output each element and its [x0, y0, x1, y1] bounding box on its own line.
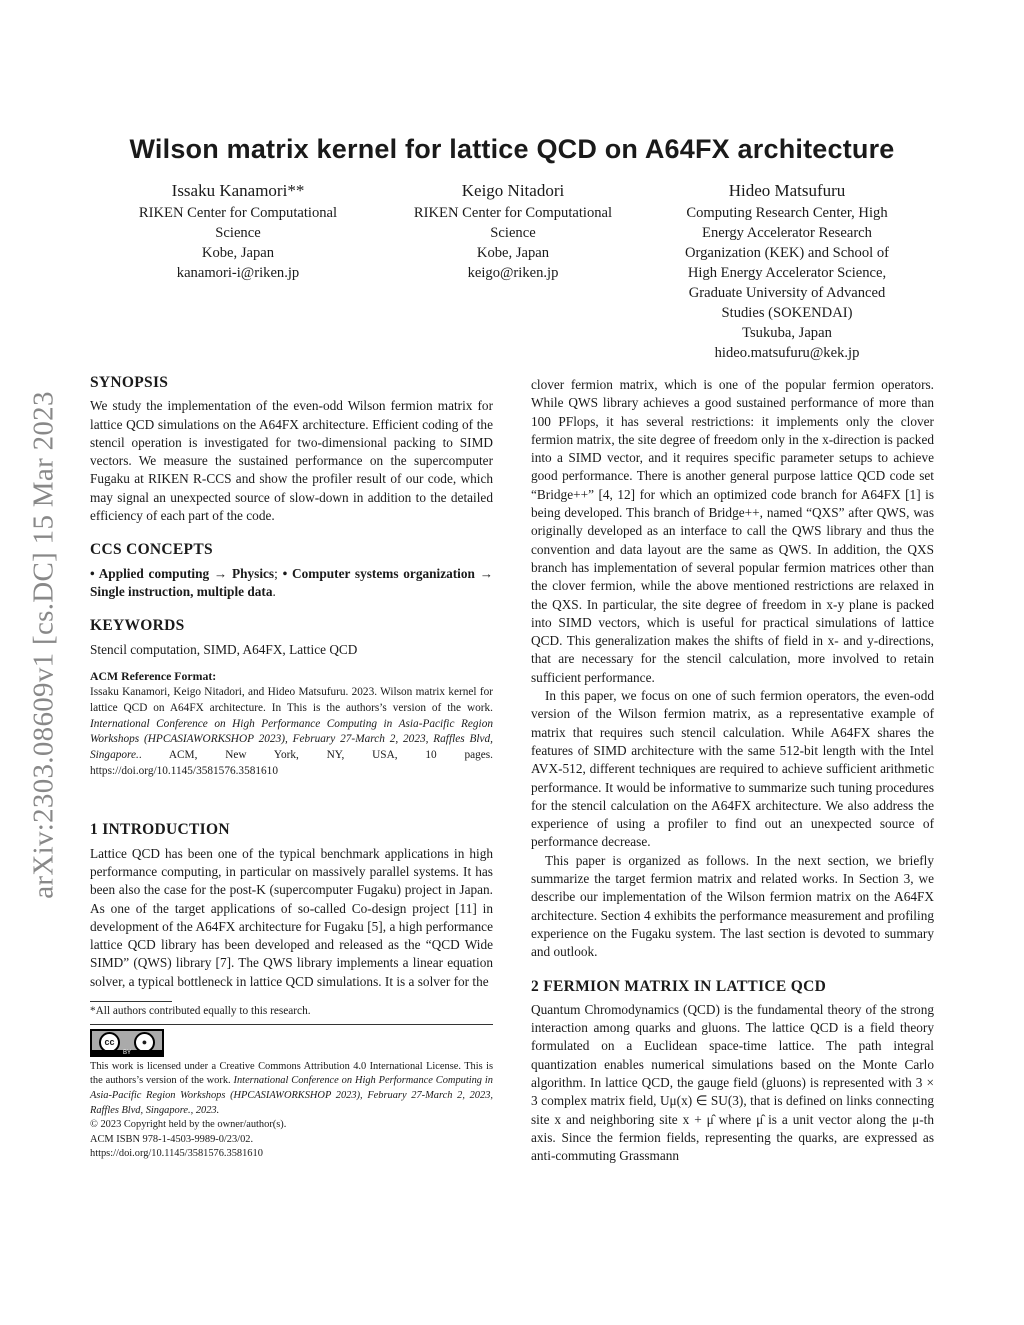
footnote-rule: [90, 1001, 172, 1002]
author-email: kanamori-i@riken.jp: [176, 265, 300, 281]
cc-by-logo: [90, 1029, 164, 1057]
body-paragraph: This paper is organized as follows. In the next section, we briefly summarize the target fermion matrix and related works. In Section 3, we describe our implementation of the Wilson fermion matrix on the A64FX architecture. Section 4 exhibits the performance measurement and profiling experience on the Fugaku system. The last section is devoted to summary and outlook.: [531, 852, 934, 960]
author-name: Issaku Kanamori**: [171, 181, 305, 200]
affiliation-line: RIKEN Center for Computational: [413, 205, 613, 221]
reference-text: . ACM, New York, NY, USA, 10 pages. https://doi.org/10.1145/3581576.3581610: [90, 748, 493, 777]
paper-title: Wilson matrix kernel for lattice QCD on A64FX architecture: [129, 134, 895, 164]
ccs-item: • Applied computing → Physics: [90, 565, 275, 581]
license-statement: This work is licensed under a Creative Commons Attribution 4.0 International License. This is the authors’s version of the work.: [90, 1060, 493, 1087]
affiliation-line: Computing Research Center, High: [686, 205, 888, 221]
acm-reference-text: [90, 685, 493, 779]
attribution-person-icon: ●: [134, 1032, 155, 1053]
ccs-separator: ;: [274, 565, 283, 581]
arxiv-stamp: arXiv:2303.08609v1 [cs.DC] 15 Mar 2023: [27, 391, 60, 899]
affiliation-line: Tsukuba, Japan: [742, 325, 832, 341]
author-block: [108, 180, 368, 283]
author-block: [657, 180, 917, 363]
intro-text: Lattice QCD has been one of the typical benchmark applications in high performance computing, in particular on massively parallel systems. It has been also the case for the post-K (supercomputer Fugaku) project in Japan. As one of the target applications of so-called Co-design project [11] in development of the A64FX architecture for Fugaku [5], a high performance lattice QCD library has been developed and released as the “QCD Wide SIMD” (QWS) library [7]. The QWS library implements a linear equation solver, a typical bottleneck in lattice QCD simulations. It is a solver for the: [90, 845, 493, 989]
affiliation-line: Kobe, Japan: [201, 245, 275, 261]
synopsis-text: We study the implementation of the even-odd Wilson fermion matrix for lattice QCD simulations on the A64FX architecture. Efficient coding of the stencil operation is investigated for two-dimensional packing to SIMD vectors. We measure the sustained performance on the supercomputer Fugaku at RIKEN R-CCS and show the profiler result of our code, which may signal an unexpected source of slow-down in addition to the detailed efficiency of each part of the code.: [90, 398, 493, 524]
section-heading: 2 FERMION MATRIX IN LATTICE QCD: [531, 977, 827, 995]
ccs-end: .: [272, 583, 276, 599]
by-label: BY: [92, 1050, 162, 1057]
doi-link[interactable]: https://doi.org/10.1145/3581576.3581610: [90, 1148, 263, 1160]
affiliation-line: Energy Accelerator Research: [702, 225, 872, 241]
affiliation-line: Organization (KEK) and School of: [685, 245, 889, 261]
section-heading: 1 INTRODUCTION: [90, 821, 230, 839]
section-heading: SYNOPSIS: [90, 374, 169, 391]
affiliation-line: Studies (SOKENDAI): [721, 305, 853, 321]
footnote: *All authors contributed equally to this research.: [90, 1005, 311, 1018]
section-heading: CCS CONCEPTS: [90, 541, 213, 559]
section-heading: KEYWORDS: [90, 617, 185, 635]
reference-venue: International Conference on High Performance Computing in Asia-Pacific Region Workshops (HPCASIAWORKSHOP 2023), February 27-March 2, 2023, Raffles Blvd, Singapore.: [90, 717, 493, 761]
author-email: hideo.matsufuru@kek.jp: [714, 345, 860, 361]
license-venue: International Conference on High Performance Computing in Asia-Pacific Region Workshops (HPCASIAWORKSHOP 2023), February 27-March 2, 2023, Raffles Blvd, Singapore., 2023.: [90, 1075, 493, 1116]
affiliation-line: Kobe, Japan: [476, 245, 550, 261]
right-column: [531, 374, 934, 1165]
affiliation-line: Graduate University of Advanced: [688, 285, 886, 301]
body-paragraph: clover fermion matrix, which is one of the popular fermion operators. While QWS library achieves a good sustained performance of more than 100 PFlops, it has several restrictions: it implements only the clover fermion matrix, the site degree of freedom only in the x-direction is packed into a SIMD vector, and it requires specific parameter setups to achieve good performance. There is another general purpose lattice QCD code set “Bridge++” [4, 12] for which an optimized code branch for A64FX [1] is being developed. This branch of Bridge++, named “QXS” after QWS, was originally developed as an interface to call the QWS library and thus the convention and data layout are the same as QWS. In addition, the QXS branch has implementation of several popular fermion matrices other than the clover fermion, while the above mentioned restrictions are relaxed in the QXS. In particular, the site degree of freedom in x-y plane is packed into SIMD vectors, which is useful for practical simulations of lattice QCD. This generalization makes the shifts of field in x- and y-directions, that are necessary for the stencil calculation, more involved to retain sufficient performance.: [531, 377, 934, 685]
author-name: Keigo Nitadori: [461, 181, 565, 200]
cc-icon: cc: [99, 1032, 120, 1053]
isbn: ACM ISBN 978-1-4503-9989-0/23/02.: [90, 1133, 254, 1145]
affiliation-line: Science: [215, 225, 261, 241]
license-text: [90, 1060, 493, 1118]
body-paragraph: In this paper, we focus on one of such fermion operators, the even-odd version of the Wilson fermion matrix, as a representative example of matrix that requires such stencil calculation. While A64FX shares the features of SIMD architecture with the same 512-bit length with the Intel AVX-512, different techniques are required to achieve sufficient arithmetic performance. It would be informative to summarize such tuning procedures for the stencil calculation on the A64FX architecture. We also address the experience of using a profiler to find out an unexpected source of performance decrease.: [531, 688, 934, 850]
author-email: keigo@riken.jp: [467, 265, 559, 281]
copyright: © 2023 Copyright held by the owner/author(s).: [90, 1119, 287, 1131]
acm-reference-heading: ACM Reference Format:: [90, 668, 217, 683]
affiliation-line: RIKEN Center for Computational: [138, 205, 338, 221]
affiliation-line: High Energy Accelerator Science,: [687, 265, 887, 281]
ccs-item: • Computer systems organization → Single instruction, multiple data: [90, 565, 493, 599]
reference-text: Issaku Kanamori, Keigo Nitadori, and Hideo Matsufuru. 2023. Wilson matrix kernel for lattice QCD on A64FX architecture. In This is the authors’s version of the work.: [90, 686, 493, 714]
keywords-text: Stencil computation, SIMD, A64FX, Lattice QCD: [90, 641, 358, 657]
body-paragraph: Quantum Chromodynamics (QCD) is the fundamental theory of the strong interaction among quarks and gluons. The lattice QCD is a field theory formulated on a Euclidean space-time lattice. The path integral quantization enables numerical simulations based on the Monte Carlo algorithm. In lattice QCD, the gauge field (gluons) is represented with 3 × 3 complex matrix field, Uμ(x) ∈ SU(3), that is defined on links connecting site x and neighboring site x + μ̂ where μ̂ is a unit vector along the μ-th axis. Since the fermion fields, representing the quarks, are expressed as anti-commuting Grassmann: [531, 1001, 934, 1164]
affiliation-line: Science: [490, 225, 536, 241]
ccs-concepts: [90, 565, 493, 602]
license-rule: [90, 1024, 493, 1025]
left-column: [90, 374, 493, 1162]
author-name: Hideo Matsufuru: [728, 181, 846, 200]
author-block: [383, 180, 643, 283]
